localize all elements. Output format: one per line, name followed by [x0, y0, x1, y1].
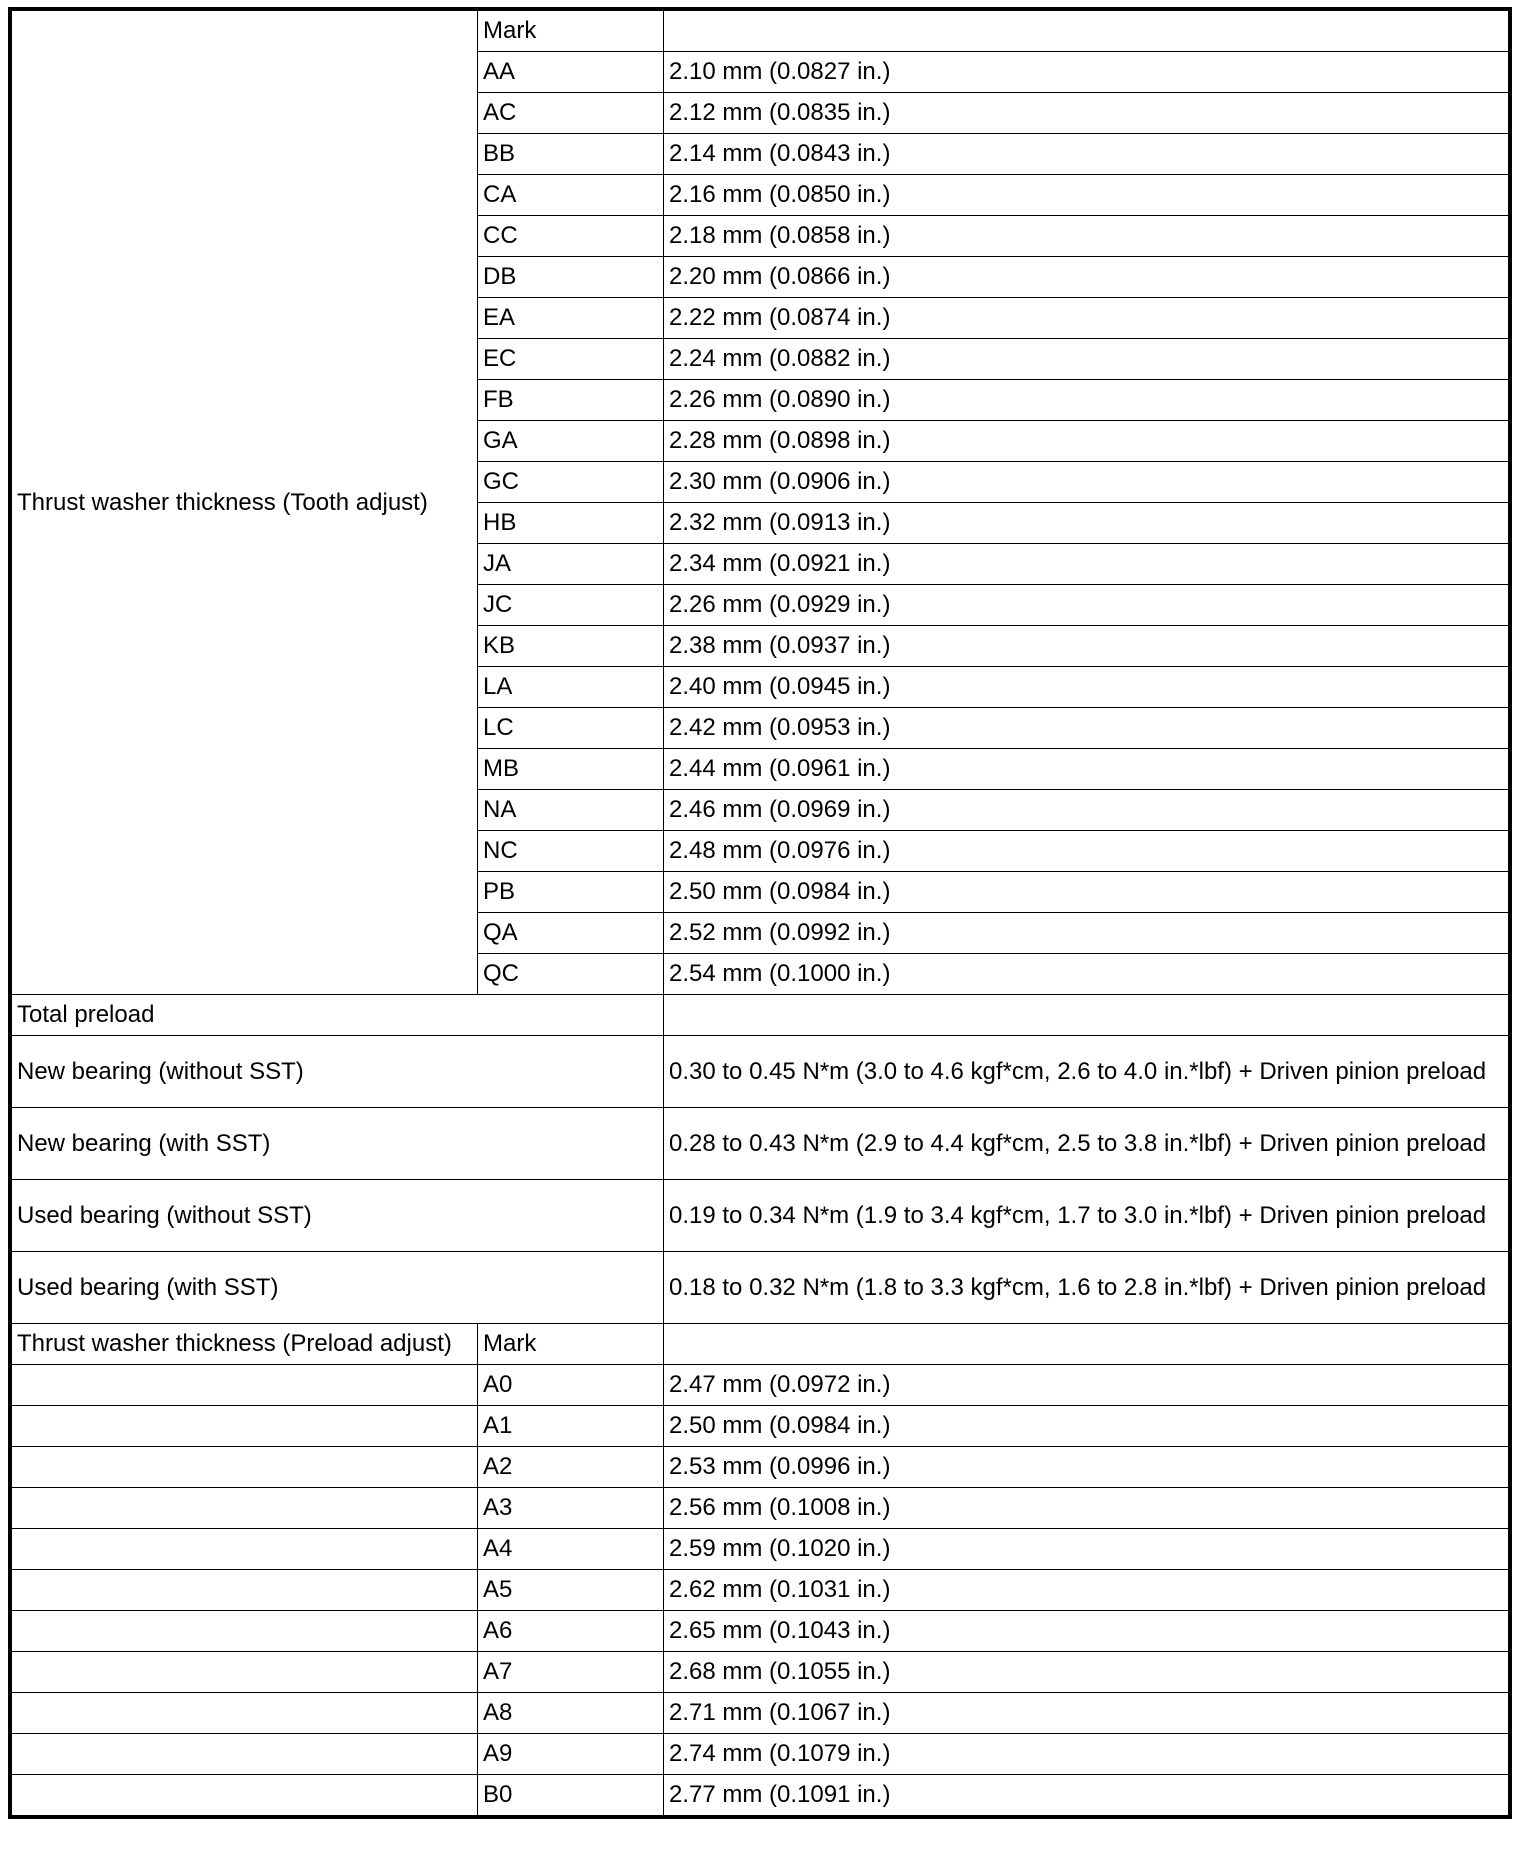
mark-cell: MB [478, 749, 664, 790]
thickness-value-cell: 2.48 mm (0.0976 in.) [664, 831, 1509, 872]
mark-cell: AA [478, 52, 664, 93]
table-row [12, 1693, 1509, 1734]
empty-label-cell [12, 1693, 478, 1734]
thickness-value-cell: 2.28 mm (0.0898 in.) [664, 421, 1509, 462]
total-preload-label: Total preload [12, 995, 664, 1036]
mark-cell: KB [478, 626, 664, 667]
total-preload-header-row [12, 995, 1509, 1036]
thickness-value-cell: 2.74 mm (0.1079 in.) [664, 1734, 1509, 1775]
table-row [12, 1529, 1509, 1570]
empty-label-cell [12, 1652, 478, 1693]
empty-label-cell [12, 1447, 478, 1488]
mark-header: Mark [478, 11, 664, 52]
thickness-value-cell: 2.53 mm (0.0996 in.) [664, 1447, 1509, 1488]
mark-cell: NC [478, 831, 664, 872]
thickness-value-cell: 2.50 mm (0.0984 in.) [664, 1406, 1509, 1447]
thickness-value-cell: 2.22 mm (0.0874 in.) [664, 298, 1509, 339]
empty-label-cell [12, 1529, 478, 1570]
preload-value-cell: 0.28 to 0.43 N*m (2.9 to 4.4 kgf*cm, 2.5 to 3.8 in.*lbf) + Driven pinion preload [664, 1108, 1509, 1180]
mark-cell: PB [478, 872, 664, 913]
thickness-value-cell: 2.47 mm (0.0972 in.) [664, 1365, 1509, 1406]
mark-cell: EA [478, 298, 664, 339]
preload-condition-cell: Used bearing (with SST) [12, 1252, 664, 1324]
mark-cell: JA [478, 544, 664, 585]
tooth-adjust-header-row [12, 11, 1509, 52]
thickness-value-cell: 2.52 mm (0.0992 in.) [664, 913, 1509, 954]
thickness-value-cell: 2.56 mm (0.1008 in.) [664, 1488, 1509, 1529]
spec-table-container [8, 7, 1512, 1819]
tooth-adjust-label: Thrust washer thickness (Tooth adjust) [12, 11, 478, 995]
mark-cell: A2 [478, 1447, 664, 1488]
table-row [12, 1406, 1509, 1447]
mark-cell: EC [478, 339, 664, 380]
table-row [12, 1570, 1509, 1611]
empty-label-cell [12, 1734, 478, 1775]
mark-cell: A7 [478, 1652, 664, 1693]
thickness-value-cell: 2.20 mm (0.0866 in.) [664, 257, 1509, 298]
thickness-value-cell: 2.24 mm (0.0882 in.) [664, 339, 1509, 380]
mark-cell: LA [478, 667, 664, 708]
spec-table [11, 10, 1509, 1816]
table-row [12, 1108, 1509, 1180]
table-row [12, 1775, 1509, 1816]
preload-adjust-header-row [12, 1324, 1509, 1365]
table-row [12, 1611, 1509, 1652]
empty-label-cell [12, 1365, 478, 1406]
thickness-value-cell: 2.68 mm (0.1055 in.) [664, 1652, 1509, 1693]
preload-condition-cell: New bearing (without SST) [12, 1036, 664, 1108]
value-header [664, 1324, 1509, 1365]
empty-label-cell [12, 1488, 478, 1529]
mark-cell: FB [478, 380, 664, 421]
preload-value-cell: 0.19 to 0.34 N*m (1.9 to 3.4 kgf*cm, 1.7 to 3.0 in.*lbf) + Driven pinion preload [664, 1180, 1509, 1252]
thickness-value-cell: 2.62 mm (0.1031 in.) [664, 1570, 1509, 1611]
thickness-value-cell: 2.18 mm (0.0858 in.) [664, 216, 1509, 257]
mark-cell: LC [478, 708, 664, 749]
thickness-value-cell: 2.65 mm (0.1043 in.) [664, 1611, 1509, 1652]
mark-cell: A4 [478, 1529, 664, 1570]
thickness-value-cell: 2.46 mm (0.0969 in.) [664, 790, 1509, 831]
mark-cell: QA [478, 913, 664, 954]
table-row [12, 1488, 1509, 1529]
mark-cell: A6 [478, 1611, 664, 1652]
mark-cell: QC [478, 954, 664, 995]
mark-cell: A5 [478, 1570, 664, 1611]
mark-cell: B0 [478, 1775, 664, 1816]
thickness-value-cell: 2.32 mm (0.0913 in.) [664, 503, 1509, 544]
mark-cell: GA [478, 421, 664, 462]
mark-cell: GC [478, 462, 664, 503]
empty-label-cell [12, 1775, 478, 1816]
preload-condition-cell: New bearing (with SST) [12, 1108, 664, 1180]
table-row [12, 1365, 1509, 1406]
table-row [12, 1652, 1509, 1693]
empty-label-cell [12, 1406, 478, 1447]
empty-label-cell [12, 1570, 478, 1611]
table-row [12, 1447, 1509, 1488]
spec-table-body [12, 11, 1509, 1816]
thickness-value-cell: 2.40 mm (0.0945 in.) [664, 667, 1509, 708]
thickness-value-cell: 2.26 mm (0.0929 in.) [664, 585, 1509, 626]
total-preload-value-empty [664, 995, 1509, 1036]
mark-cell: HB [478, 503, 664, 544]
table-row [12, 1252, 1509, 1324]
thickness-value-cell: 2.34 mm (0.0921 in.) [664, 544, 1509, 585]
thickness-value-cell: 2.12 mm (0.0835 in.) [664, 93, 1509, 134]
table-row [12, 1734, 1509, 1775]
thickness-value-cell: 2.44 mm (0.0961 in.) [664, 749, 1509, 790]
thickness-value-cell: 2.54 mm (0.1000 in.) [664, 954, 1509, 995]
table-row [12, 1036, 1509, 1108]
thickness-value-cell: 2.71 mm (0.1067 in.) [664, 1693, 1509, 1734]
preload-adjust-label: Thrust washer thickness (Preload adjust) [12, 1324, 478, 1365]
empty-label-cell [12, 1611, 478, 1652]
mark-cell: JC [478, 585, 664, 626]
mark-cell: AC [478, 93, 664, 134]
value-header [664, 11, 1509, 52]
mark-cell: DB [478, 257, 664, 298]
mark-cell: A9 [478, 1734, 664, 1775]
table-row [12, 1180, 1509, 1252]
thickness-value-cell: 2.16 mm (0.0850 in.) [664, 175, 1509, 216]
thickness-value-cell: 2.38 mm (0.0937 in.) [664, 626, 1509, 667]
mark-header: Mark [478, 1324, 664, 1365]
mark-cell: NA [478, 790, 664, 831]
mark-cell: A3 [478, 1488, 664, 1529]
thickness-value-cell: 2.77 mm (0.1091 in.) [664, 1775, 1509, 1816]
preload-value-cell: 0.18 to 0.32 N*m (1.8 to 3.3 kgf*cm, 1.6 to 2.8 in.*lbf) + Driven pinion preload [664, 1252, 1509, 1324]
thickness-value-cell: 2.14 mm (0.0843 in.) [664, 134, 1509, 175]
mark-cell: A8 [478, 1693, 664, 1734]
thickness-value-cell: 2.26 mm (0.0890 in.) [664, 380, 1509, 421]
thickness-value-cell: 2.30 mm (0.0906 in.) [664, 462, 1509, 503]
mark-cell: A0 [478, 1365, 664, 1406]
thickness-value-cell: 2.42 mm (0.0953 in.) [664, 708, 1509, 749]
mark-cell: CA [478, 175, 664, 216]
thickness-value-cell: 2.50 mm (0.0984 in.) [664, 872, 1509, 913]
preload-condition-cell: Used bearing (without SST) [12, 1180, 664, 1252]
mark-cell: CC [478, 216, 664, 257]
preload-value-cell: 0.30 to 0.45 N*m (3.0 to 4.6 kgf*cm, 2.6 to 4.0 in.*lbf) + Driven pinion preload [664, 1036, 1509, 1108]
mark-cell: A1 [478, 1406, 664, 1447]
thickness-value-cell: 2.10 mm (0.0827 in.) [664, 52, 1509, 93]
thickness-value-cell: 2.59 mm (0.1020 in.) [664, 1529, 1509, 1570]
mark-cell: BB [478, 134, 664, 175]
